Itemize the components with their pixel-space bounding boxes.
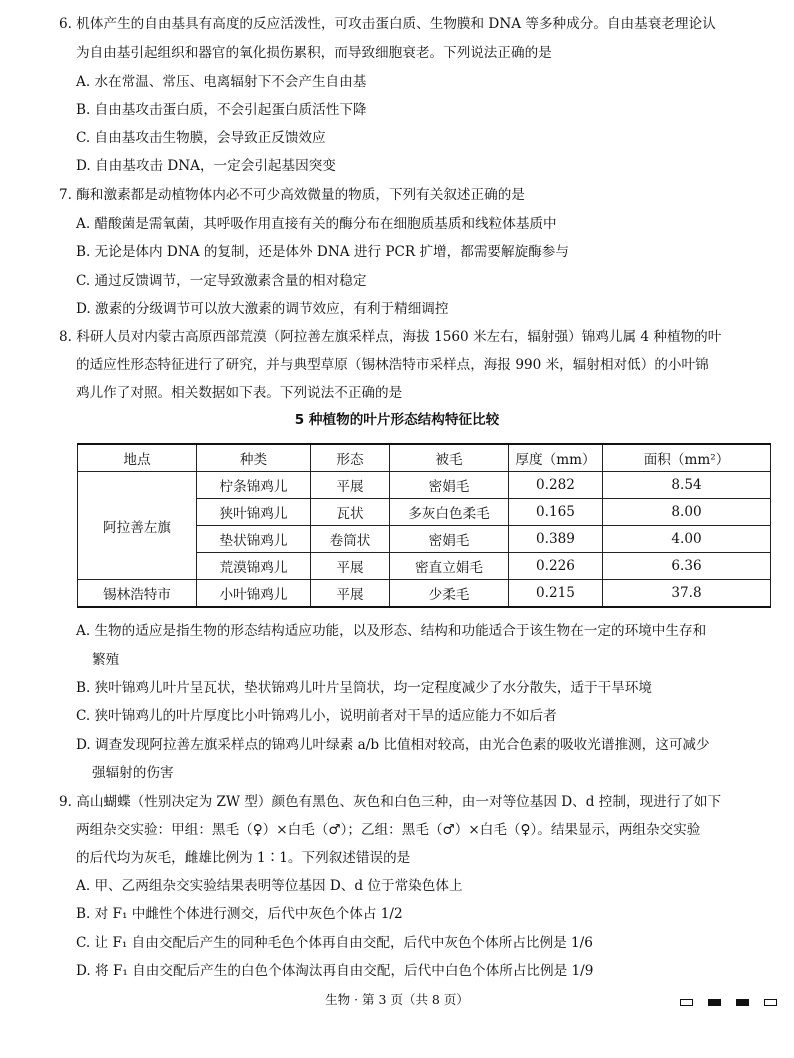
species-cell: 垫状锦鸡儿	[197, 526, 311, 553]
header-species: 种类	[197, 444, 311, 472]
q9-option-b: B. 对 F₁ 中雌性个体进行测交，后代中灰色个体占 1/2	[76, 906, 403, 922]
q9-stem: 9. 高山蝴蝶（性别决定为 ZW 型）颜色有黑色、灰色和白色三种，由一对等位基因 D、d 控制，现进行了如下	[59, 794, 722, 810]
q8-option-d: D. 调查发现阿拉善左旗采样点的锦鸡儿叶绿素 a/b 比值相对较高，由光合色素的吸收光谱推测，这可减少	[76, 737, 710, 753]
form-cell: 卷筒状	[311, 526, 390, 553]
thickness-cell: 0.165	[509, 499, 603, 526]
q7-stem: 7. 酶和激素都是动植物体内必不可少高效微量的物质，下列有关叙述正确的是	[59, 187, 525, 203]
header-area: 面积（mm²）	[603, 444, 771, 472]
page-footer: 生物 · 第 3 页（共 8 页）	[325, 992, 469, 1007]
table-header-row	[78, 444, 771, 472]
q9-option-c: C. 让 F₁ 自由交配后产生的同种毛色个体再自由交配，后代中灰色个体所占比例是 1/6	[76, 935, 593, 951]
q8-option-a: A. 生物的适应是指生物的形态结构适应功能，以及形态、结构和功能适合于该生物在一定的环境中生存和	[76, 623, 707, 639]
q6-option-a: A. 水在常温、常压、电离辐射下不会产生自由基	[76, 74, 367, 90]
q6-option-c: C. 自由基攻击生物膜，会导致正反馈效应	[76, 130, 326, 146]
q9-stem-cont2: 的后代均为灰毛，雌雄比例为 1∶1。下列叙述错误的是	[76, 850, 411, 866]
thickness-cell: 0.282	[509, 472, 603, 499]
thickness-cell: 0.215	[509, 580, 603, 608]
table-row	[78, 580, 771, 608]
q9-option-d: D. 将 F₁ 自由交配后产生的白色个体淘汰再自由交配，后代中白色个体所占比例是 1/9	[76, 963, 594, 979]
q8-stem-cont1: 的适应性形态特征进行了研究，并与典型草原（锡林浩特市采样点，海报 990 米，辐射相对低）的小叶锦	[76, 357, 709, 373]
header-thickness: 厚度（mm）	[509, 444, 603, 472]
area-cell: 4.00	[603, 526, 771, 553]
scan-mark-solid	[708, 999, 721, 1006]
q8-option-a-cont: 繁殖	[92, 652, 120, 668]
hair-cell: 多灰白色柔毛	[390, 499, 509, 526]
form-cell: 平展	[311, 580, 390, 608]
q6-stem-cont: 为自由基引起组织和器官的氧化损伤累积，而导致细胞衰老。下列说法正确的是	[76, 45, 552, 61]
table-row	[78, 472, 771, 499]
thickness-cell: 0.389	[509, 526, 603, 553]
q7-option-b: B. 无论是体内 DNA 的复制，还是体外 DNA 进行 PCR 扩增，都需要解旋酶参与	[76, 244, 569, 260]
q8-stem-cont2: 鸡儿作了对照。相关数据如下表。下列说法不正确的是	[76, 385, 403, 401]
scan-mark-hollow	[680, 999, 693, 1006]
species-cell: 柠条锦鸡儿	[197, 472, 311, 499]
q7-option-c: C. 通过反馈调节，一定导致激素含量的相对稳定	[76, 273, 367, 289]
hair-cell: 密直立娟毛	[390, 553, 509, 580]
scan-mark-solid	[736, 999, 749, 1006]
hair-cell: 少柔毛	[390, 580, 509, 608]
q7-option-a: A. 醋酸菌是需氧菌，其呼吸作用直接有关的酶分布在细胞质基质和线粒体基质中	[76, 216, 557, 232]
area-cell: 8.54	[603, 472, 771, 499]
q9-stem-cont1: 两组杂交实验：甲组：黑毛（♀）×白毛（♂）；乙组：黑毛（♂）×白毛（♀）。结果显示，两组杂交实验	[76, 822, 701, 838]
header-site: 地点	[78, 444, 197, 472]
species-cell: 荒漠锦鸡儿	[197, 553, 311, 580]
scan-mark-hollow	[764, 999, 777, 1006]
thickness-cell: 0.226	[509, 553, 603, 580]
q8-option-c: C. 狭叶锦鸡儿的叶片厚度比小叶锦鸡儿小，说明前者对干旱的适应能力不如后者	[76, 708, 557, 724]
species-cell: 狭叶锦鸡儿	[197, 499, 311, 526]
q6-option-d: D. 自由基攻击 DNA，一定会引起基因突变	[76, 158, 336, 174]
q6-stem: 6. 机体产生的自由基具有高度的反应活泼性，可攻击蛋白质、生物膜和 DNA 等多种成分。自由基衰老理论认	[59, 16, 716, 32]
hair-cell: 密娟毛	[390, 472, 509, 499]
species-cell: 小叶锦鸡儿	[197, 580, 311, 608]
q8-option-b: B. 狭叶锦鸡儿叶片呈瓦状，垫状锦鸡儿叶片呈筒状，均一定程度减少了水分散失，适于干旱环境	[76, 680, 652, 696]
form-cell: 平展	[311, 472, 390, 499]
q7-option-d: D. 激素的分级调节可以放大激素的调节效应，有利于精细调控	[76, 301, 449, 317]
area-cell: 8.00	[603, 499, 771, 526]
site-cell-xilinhot: 锡林浩特市	[78, 580, 197, 608]
q8-stem: 8. 科研人员对内蒙古高原西部荒漠（阿拉善左旗采样点，海拔 1560 米左右，辐射强）锦鸡儿属 4 种植物的叶	[59, 329, 722, 345]
q6-option-b: B. 自由基攻击蛋白质，不会引起蛋白质活性下降	[76, 102, 367, 118]
hair-cell: 密娟毛	[390, 526, 509, 553]
form-cell: 瓦状	[311, 499, 390, 526]
area-cell: 6.36	[603, 553, 771, 580]
header-form: 形态	[311, 444, 390, 472]
q8-option-d-cont: 强辐射的伤害	[92, 765, 174, 781]
site-cell-alxa: 阿拉善左旗	[78, 472, 197, 580]
leaf-feature-table	[77, 443, 771, 608]
header-hair: 被毛	[390, 444, 509, 472]
form-cell: 平展	[311, 553, 390, 580]
q9-option-a: A. 甲、乙两组杂交实验结果表明等位基因 D、d 位于常染色体上	[76, 878, 463, 894]
table-title: 5 种植物的叶片形态结构特征比较	[294, 412, 500, 428]
area-cell: 37.8	[603, 580, 771, 608]
